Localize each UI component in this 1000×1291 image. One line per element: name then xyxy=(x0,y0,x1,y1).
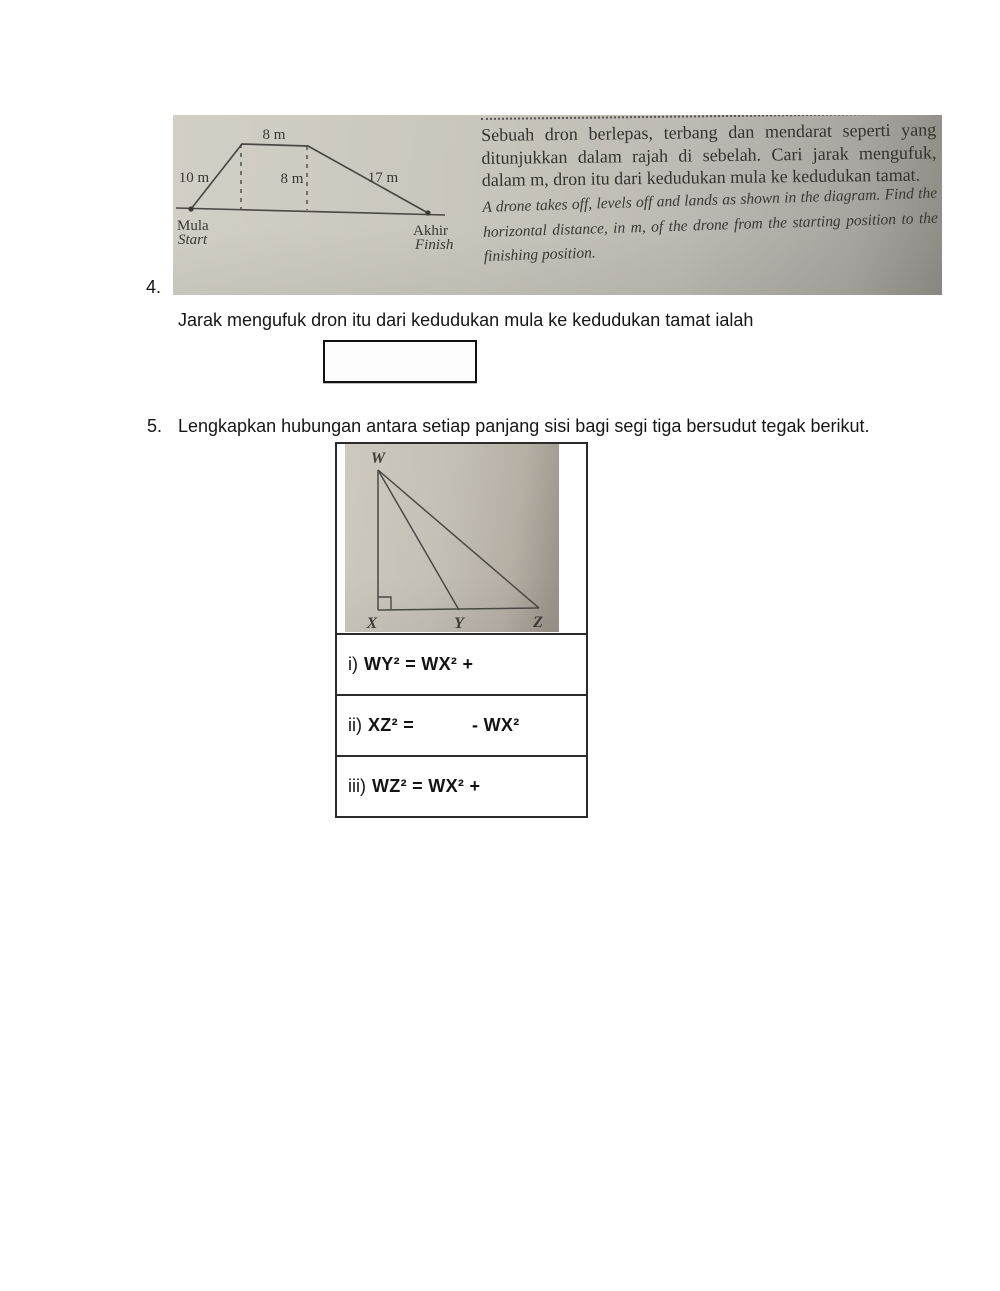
question5-table xyxy=(335,442,588,818)
problem-text-malay: Sebuah dron berlepas, terbang dan mendarat seperti yang ditunjukkan dalam rajah di sebelah. Cari jarak mengufuk, dalam m, dron itu dari kedudukan mula ke kedudukan tamat. xyxy=(481,119,937,190)
equation-row-i xyxy=(337,633,586,694)
finish-label-malay: Akhir xyxy=(413,223,448,239)
question5-text: Lengkapkan hubungan antara setiap panjang sisi bagi segi tiga bersudut tegak berikut. xyxy=(178,416,870,436)
finish-label-english: Finish xyxy=(415,237,454,253)
problem-text-column xyxy=(481,115,938,269)
question4-answer-box[interactable] xyxy=(323,340,477,383)
question4-stimulus-image xyxy=(173,115,942,295)
vertex-label-Y: Y xyxy=(454,615,464,632)
question5-number: 5. xyxy=(147,416,163,436)
question4-number: 4. xyxy=(146,277,162,297)
question4-text: Jarak mengufuk dron itu dari kedudukan mula ke kedudukan tamat ialah xyxy=(178,310,754,330)
side-WY xyxy=(378,470,459,610)
equation-ii-prefix: ii) xyxy=(348,715,362,735)
equation-i-prefix: i) xyxy=(348,654,358,674)
equation-i-expression: WY² = WX² + xyxy=(364,654,474,674)
equation-row-iii xyxy=(337,755,586,816)
equation-iii-expression: WZ² = WX² + xyxy=(372,776,481,796)
triangle-image-cell xyxy=(337,444,586,633)
diagram-label-top-8m: 8 m xyxy=(262,127,286,143)
equation-iii-prefix: iii) xyxy=(348,776,366,796)
equation-row-ii xyxy=(337,694,586,755)
start-point-dot xyxy=(188,206,193,211)
ground-line xyxy=(176,208,445,215)
finish-point-dot xyxy=(425,210,430,215)
problem-text-english: A drone takes off, levels off and lands as shown in the diagram. Find the horizontal distance, in m, of the drone from the starting position to the finishing position. xyxy=(482,184,939,265)
diagram-label-height-8m: 8 m xyxy=(280,171,304,187)
vertex-label-Z: Z xyxy=(533,614,543,631)
side-XZ xyxy=(378,608,539,610)
diagram-label-left-10m: 10 m xyxy=(178,170,210,186)
vertex-label-X: X xyxy=(366,615,378,632)
equation-ii-expression: XZ² = xyxy=(368,715,415,735)
start-label-malay: Mula xyxy=(177,218,209,234)
triangle-photo xyxy=(345,444,559,632)
diagram-label-right-17m: 17 m xyxy=(367,170,399,186)
right-triangle-diagram xyxy=(345,444,559,632)
equation-ii-tail: - WX² xyxy=(472,715,520,735)
drone-flight-diagram xyxy=(173,115,478,295)
vertex-label-W: W xyxy=(370,450,386,467)
start-label-english: Start xyxy=(178,232,208,248)
right-angle-marker xyxy=(378,597,391,610)
side-WZ xyxy=(378,470,539,608)
